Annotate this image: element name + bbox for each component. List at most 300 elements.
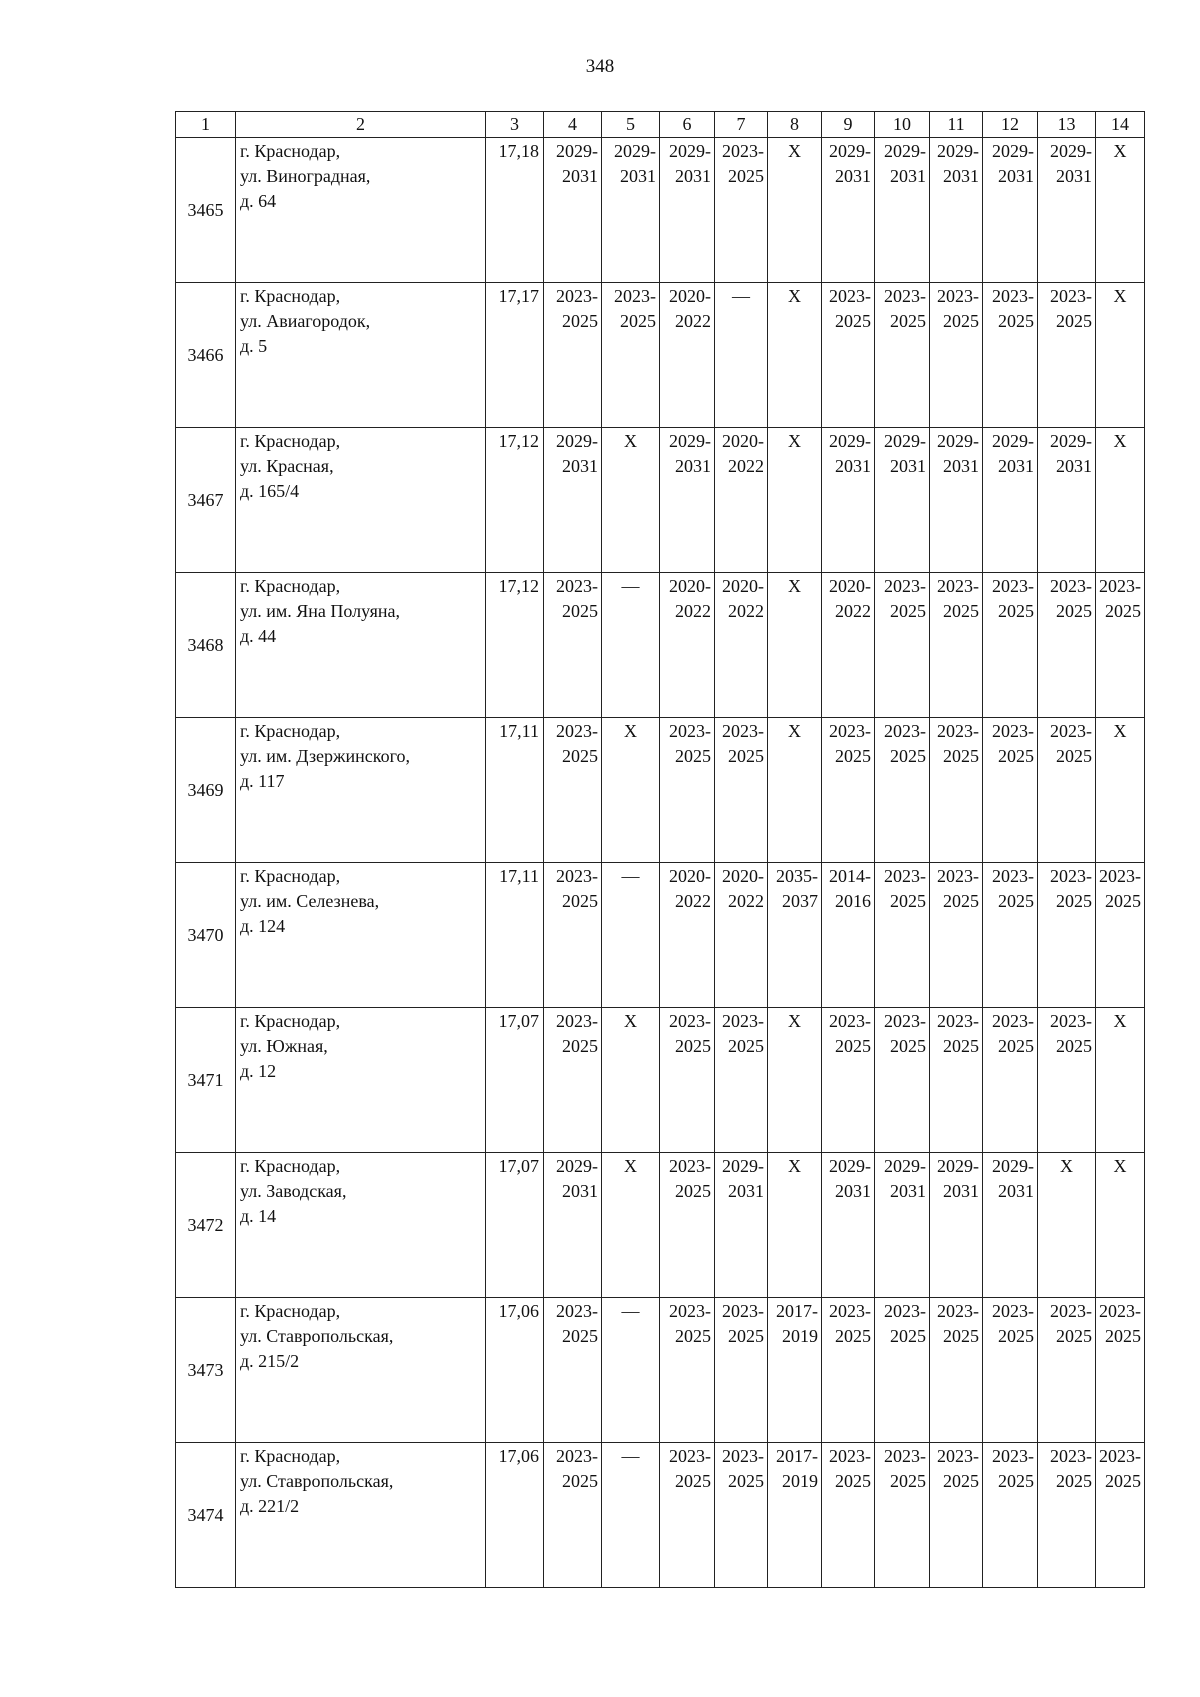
period-part: 2023- [669,1301,711,1321]
period-part: 2023- [722,1011,764,1031]
row-number: 3474 [176,1443,236,1588]
period-part: 2025 [1056,1471,1092,1491]
address-cell [236,573,486,718]
column-header: 11 [930,112,983,138]
period-part: 2023- [556,721,598,741]
address-line: д. 117 [240,771,285,791]
period-part: 2025 [998,1326,1034,1346]
row-number: 3470 [176,863,236,1008]
period-part: 2031 [890,456,926,476]
period-part: 2025 [728,1326,764,1346]
period-cell [660,573,715,718]
period-part: 2025 [890,746,926,766]
period-cell [930,1008,983,1153]
not-applicable-cell: X [768,138,822,283]
period-cell [930,863,983,1008]
period-part: 2031 [562,1181,598,1201]
period-part: 2031 [620,166,656,186]
period-part: 2031 [835,166,871,186]
period-part: 2025 [835,311,871,331]
period-part: 2031 [1056,166,1092,186]
address-line: д. 14 [240,1206,277,1226]
dash-cell: — [602,1298,660,1443]
period-part: 2031 [675,456,711,476]
period-part: 2023- [992,1446,1034,1466]
period-part: 2025 [1105,891,1141,911]
period-part: 2025 [1056,891,1092,911]
period-part: 2025 [728,746,764,766]
period-part: 2029- [614,141,656,161]
period-part: 2025 [1105,601,1141,621]
period-part: 2025 [835,746,871,766]
period-part: 2023- [992,576,1034,596]
period-part: 2025 [728,166,764,186]
period-cell [660,138,715,283]
period-part: 2031 [943,456,979,476]
period-cell [1038,1298,1096,1443]
period-part: 2023- [829,1301,871,1321]
period-part: 2025 [1056,601,1092,621]
period-part: 2023- [1099,866,1141,886]
address-line: ул. Ставропольская, [240,1326,394,1346]
period-part: 2029- [884,1156,926,1176]
period-cell [1096,1443,1145,1588]
not-applicable-cell: X [602,718,660,863]
period-cell [822,1153,875,1298]
period-part: 2025 [835,1326,871,1346]
period-cell [822,718,875,863]
address-line: г. Краснодар, [240,721,341,741]
address-cell [236,428,486,573]
page-number: 348 [585,56,615,77]
period-part: 2023- [722,1301,764,1321]
period-part: 2029- [556,1156,598,1176]
row-number: 3471 [176,1008,236,1153]
address-line: д. 12 [240,1061,277,1081]
period-part: 2025 [998,746,1034,766]
period-cell [544,1153,602,1298]
period-part: 2023- [1099,576,1141,596]
period-cell [1038,863,1096,1008]
period-part: 2025 [943,1036,979,1056]
value-cell: 17,06 [486,1443,544,1588]
period-part: 2025 [675,1471,711,1491]
period-part: 2031 [562,456,598,476]
period-part: 2023- [992,1301,1034,1321]
row-number: 3469 [176,718,236,863]
period-part: 2031 [835,1181,871,1201]
period-cell [875,1298,930,1443]
period-part: 2023- [829,1446,871,1466]
period-part: 2031 [943,166,979,186]
period-part: 2025 [890,1471,926,1491]
column-header: 2 [236,112,486,138]
table-row [176,1153,1145,1298]
table-row [176,1298,1145,1443]
period-cell [983,863,1038,1008]
column-header: 1 [176,112,236,138]
address-line: г. Краснодар, [240,576,341,596]
period-part: 2025 [943,311,979,331]
period-part: 2023- [669,1011,711,1031]
address-line: г. Краснодар, [240,431,341,451]
period-part: 2023- [669,1156,711,1176]
period-part: 2029- [992,431,1034,451]
period-part: 2025 [890,891,926,911]
period-cell [660,283,715,428]
period-part: 2029- [937,141,979,161]
period-part: 2023- [1050,866,1092,886]
period-part: 2025 [675,1326,711,1346]
not-applicable-cell: X [1038,1153,1096,1298]
column-header: 13 [1038,112,1096,138]
period-cell [1038,573,1096,718]
period-part: 2017- [776,1301,818,1321]
period-cell [1096,573,1145,718]
not-applicable-cell: X [768,428,822,573]
period-part: 2023- [1099,1446,1141,1466]
address-cell [236,1443,486,1588]
value-cell: 17,12 [486,428,544,573]
period-part: 2031 [890,166,926,186]
period-part: 2031 [998,456,1034,476]
column-header: 12 [983,112,1038,138]
row-number: 3465 [176,138,236,283]
period-part: 2031 [675,166,711,186]
period-cell [602,283,660,428]
address-line: ул. им. Яна Полуяна, [240,601,401,621]
address-line: д. 5 [240,336,268,356]
period-cell [715,863,768,1008]
column-header: 6 [660,112,715,138]
not-applicable-cell: X [768,573,822,718]
not-applicable-cell: X [602,1153,660,1298]
period-part: 2023- [556,1301,598,1321]
period-cell [983,138,1038,283]
period-cell [930,1298,983,1443]
period-part: 2029- [722,1156,764,1176]
period-part: 2025 [562,601,598,621]
address-line: д. 221/2 [240,1496,300,1516]
period-part: 2019 [782,1326,818,1346]
period-cell [660,1008,715,1153]
period-cell [875,1153,930,1298]
period-part: 2025 [998,1036,1034,1056]
period-part: 2022 [728,601,764,621]
table-row [176,428,1145,573]
not-applicable-cell: X [768,718,822,863]
period-part: 2023- [884,866,926,886]
period-cell [602,138,660,283]
period-part: 2025 [998,1471,1034,1491]
value-cell: 17,17 [486,283,544,428]
period-part: 2029- [1050,141,1092,161]
period-part: 2025 [1056,1036,1092,1056]
period-cell [930,1443,983,1588]
column-header: 4 [544,112,602,138]
address-line: г. Краснодар, [240,1446,341,1466]
period-part: 2023- [937,286,979,306]
period-part: 2029- [884,141,926,161]
period-part: 2022 [728,891,764,911]
period-cell [983,1153,1038,1298]
address-cell [236,1298,486,1443]
period-cell [544,718,602,863]
not-applicable-cell: X [602,1008,660,1153]
period-cell [715,1443,768,1588]
period-part: 2023- [722,1446,764,1466]
period-part: 2025 [1056,1326,1092,1346]
period-part: 2025 [998,891,1034,911]
value-cell: 17,06 [486,1298,544,1443]
value-cell: 17,18 [486,138,544,283]
table-row [176,718,1145,863]
period-part: 2025 [562,1471,598,1491]
period-part: 2025 [998,311,1034,331]
address-line: г. Краснодар, [240,1156,341,1176]
period-part: 2023- [1050,286,1092,306]
period-part: 2031 [998,1181,1034,1201]
table-row [176,863,1145,1008]
dash-cell: — [602,573,660,718]
period-cell [660,718,715,863]
row-number: 3473 [176,1298,236,1443]
period-part: 2020- [722,431,764,451]
period-part: 2025 [1056,746,1092,766]
period-part: 2025 [675,1181,711,1201]
period-cell [544,138,602,283]
period-cell [544,1443,602,1588]
address-line: ул. Виноградная, [240,166,371,186]
not-applicable-cell: X [1096,1008,1145,1153]
period-cell [544,1008,602,1153]
period-part: 2029- [669,431,711,451]
table-row [176,573,1145,718]
period-part: 2025 [943,891,979,911]
period-part: 2029- [829,1156,871,1176]
period-part: 2025 [1105,1471,1141,1491]
period-part: 2029- [556,431,598,451]
period-part: 2022 [675,891,711,911]
period-part: 2025 [943,746,979,766]
period-cell [983,1443,1038,1588]
period-part: 2022 [728,456,764,476]
period-part: 2029- [884,431,926,451]
period-part: 2025 [943,1326,979,1346]
column-header: 3 [486,112,544,138]
column-header: 7 [715,112,768,138]
period-part: 2029- [992,141,1034,161]
period-part: 2020- [669,576,711,596]
period-cell [660,428,715,573]
row-number: 3468 [176,573,236,718]
period-cell [930,283,983,428]
not-applicable-cell: X [768,1153,822,1298]
period-part: 2023- [1050,576,1092,596]
period-cell [1038,718,1096,863]
period-cell [715,138,768,283]
period-cell [875,573,930,718]
column-header: 14 [1096,112,1145,138]
period-part: 2023- [992,286,1034,306]
period-cell [768,1298,822,1443]
period-part: 2023- [829,721,871,741]
period-cell [822,1298,875,1443]
period-cell [1038,138,1096,283]
period-part: 2020- [829,576,871,596]
value-cell: 17,11 [486,863,544,1008]
not-applicable-cell: X [1096,283,1145,428]
period-part: 2023- [884,1446,926,1466]
period-part: 2023- [556,1011,598,1031]
period-cell [875,718,930,863]
address-cell [236,138,486,283]
period-part: 2029- [992,1156,1034,1176]
period-part: 2025 [562,891,598,911]
value-cell: 17,11 [486,718,544,863]
dash-cell: — [602,1443,660,1588]
period-part: 2025 [943,1471,979,1491]
period-part: 2023- [556,1446,598,1466]
period-part: 2029- [829,431,871,451]
not-applicable-cell: X [1096,718,1145,863]
address-line: г. Краснодар, [240,141,341,161]
period-part: 2023- [884,721,926,741]
period-cell [660,1153,715,1298]
period-cell [983,718,1038,863]
dash-cell: — [715,283,768,428]
address-line: д. 44 [240,626,277,646]
period-cell [983,573,1038,718]
period-part: 2023- [937,1446,979,1466]
period-cell [544,428,602,573]
data-table [175,111,1145,1588]
not-applicable-cell: X [602,428,660,573]
period-cell [875,283,930,428]
period-part: 2023- [669,721,711,741]
period-cell [715,428,768,573]
period-part: 2023- [829,286,871,306]
period-part: 2025 [890,1326,926,1346]
period-part: 2023- [884,1301,926,1321]
period-cell [544,283,602,428]
period-part: 2023- [722,141,764,161]
period-part: 2023- [556,576,598,596]
period-part: 2025 [562,1326,598,1346]
address-line: ул. им. Селезнева, [240,891,380,911]
period-part: 2031 [562,166,598,186]
period-part: 2025 [728,1036,764,1056]
period-part: 2029- [937,1156,979,1176]
not-applicable-cell: X [768,283,822,428]
period-cell [1038,1008,1096,1153]
period-cell [822,428,875,573]
period-part: 2020- [722,866,764,886]
value-cell: 17,07 [486,1153,544,1298]
period-cell [930,718,983,863]
period-cell [544,573,602,718]
period-part: 2017- [776,1446,818,1466]
period-cell [768,863,822,1008]
period-part: 2019 [782,1471,818,1491]
period-part: 2023- [937,721,979,741]
period-part: 2035- [776,866,818,886]
address-line: ул. им. Дзержинского, [240,746,410,766]
period-cell [875,863,930,1008]
period-part: 2023- [992,866,1034,886]
column-header: 9 [822,112,875,138]
period-part: 2023- [614,286,656,306]
period-part: 2020- [722,576,764,596]
period-cell [875,1008,930,1153]
period-part: 2016 [835,891,871,911]
period-cell [875,138,930,283]
address-line: ул. Заводская, [240,1181,347,1201]
period-cell [822,1443,875,1588]
period-part: 2023- [992,721,1034,741]
not-applicable-cell: X [1096,138,1145,283]
period-part: 2014- [829,866,871,886]
period-part: 2029- [1050,431,1092,451]
period-cell [660,1298,715,1443]
period-cell [930,138,983,283]
value-cell: 17,07 [486,1008,544,1153]
period-part: 2022 [675,311,711,331]
period-part: 2025 [943,601,979,621]
period-cell [983,1008,1038,1153]
period-cell [875,1443,930,1588]
period-part: 2025 [1056,311,1092,331]
period-part: 2023- [722,721,764,741]
period-cell [930,1153,983,1298]
address-line: г. Краснодар, [240,866,341,886]
period-part: 2023- [1050,1446,1092,1466]
address-line: д. 215/2 [240,1351,300,1371]
period-part: 2031 [728,1181,764,1201]
period-cell [768,1443,822,1588]
header-row [176,112,1145,138]
period-part: 2023- [669,1446,711,1466]
period-part: 2025 [728,1471,764,1491]
period-cell [715,1008,768,1153]
period-cell [822,1008,875,1153]
period-part: 2029- [556,141,598,161]
period-part: 2025 [890,311,926,331]
period-part: 2031 [835,456,871,476]
period-part: 2037 [782,891,818,911]
period-part: 2025 [1105,1326,1141,1346]
period-part: 2029- [829,141,871,161]
period-part: 2023- [884,1011,926,1031]
address-line: ул. Авиагородок, [240,311,371,331]
period-cell [822,138,875,283]
period-cell [1038,1443,1096,1588]
period-cell [822,573,875,718]
period-part: 2025 [835,1036,871,1056]
period-part: 2025 [890,1036,926,1056]
period-cell [1038,283,1096,428]
address-line: д. 124 [240,916,286,936]
address-cell [236,863,486,1008]
row-number: 3466 [176,283,236,428]
row-number: 3472 [176,1153,236,1298]
period-cell [875,428,930,573]
not-applicable-cell: X [1096,1153,1145,1298]
period-cell [715,1298,768,1443]
table-row [176,138,1145,283]
period-part: 2023- [937,1011,979,1031]
period-cell [715,1153,768,1298]
